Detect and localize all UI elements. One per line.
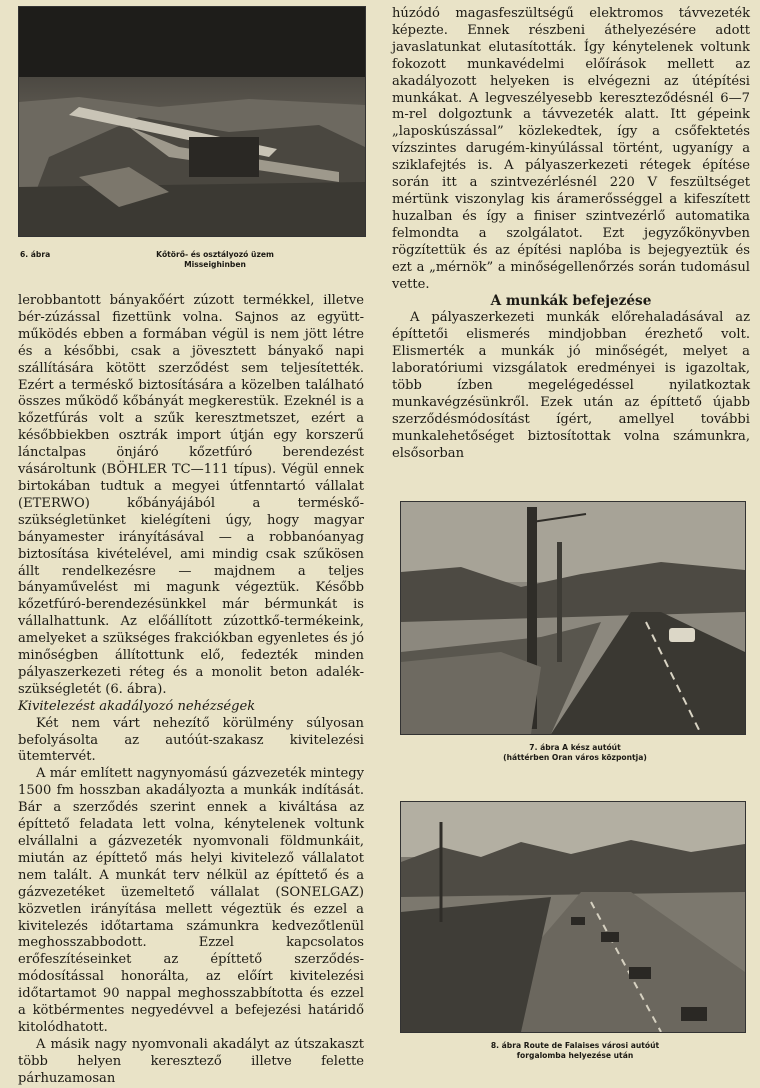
left-paragraph-3: A már említett nagynyomású gázvezeték mintegy 1500 fm hosszban akadályozta a munkák indítását. Bár a szerződés szerint ennek a kiváltása az építtető feladata lett volna, kénytelenek voltunk elvállalni a gázvezeték nyomvonali földmunkáit, miután az építtető más helyi kivitelező vállalatot nem talált. A munkát terv nélkül az építtető és a gázvezetéket üzemeltető vállalat (SONELGAZ) közvetlen irányítása mellett végeztük és ezzel a kivitelezés időtartama számunkra kedvezőtlenül meghosszabbodott. Ezzel kapcsolatos erőfeszítéseinket az építtető szerződés-módosítással honorálta, az előírt kivitelezési időtartamot 90 nappal meghosszabbította és ezzel a kötbérmentes negyedévvel a befejezési határidő kitolódhatott.: [18, 766, 364, 1035]
right-paragraph-2: A pályaszerkezeti munkák előrehaladásával az építtetői elismerés mindjobban érezhető volt. Elismerték a munkák jó minőségét, melyet a laboratóriumi vizsgálatok eredményei is igazoltak, több ízben megelégedéssel nyilatkoztak munkavégzésünkről. Ezek után az építtető újabb szerződésmódosítást ígért, amellyel további munkalehetőséget biztosítottak volna számunkra, elsősorban: [392, 310, 750, 461]
figure-7-photo: [400, 501, 746, 735]
figure-6-caption-line1: Kőtörő- és osztályozó üzem: [156, 250, 274, 259]
figure-7-caption-line2: (háttérben Oran város központja): [503, 753, 647, 762]
left-paragraph-4: A másik nagy nyomvonali akadályt az útszakaszt több helyen keresztező illetve felette párhuzamosan: [18, 1036, 364, 1086]
figure-7-caption-line1: 7. ábra A kész autóút: [529, 743, 621, 752]
figure-6-caption: [120, 250, 310, 270]
right-column: [392, 6, 750, 462]
figure-8-caption-line2: forgalomba helyezése után: [516, 1051, 634, 1060]
figure-6-caption-line2: Misseighinben: [184, 260, 246, 269]
section-heading: A munkák befejezése: [490, 293, 652, 310]
right-paragraph-1: húzódó magasfeszültségű elektromos távvezeték képezte. Ennek részbeni áthelyezésére adott javaslatunkat elutasították. Így kénytelenek voltunk fokozott munkavédelmi előírások mellett az akadályozott helyeken is elvégezni az útépítési munkákat. A legveszélyesebb kereszteződésnél 6—7 m-rel dolgoztunk a távvezeték alatt. Itt gépeink „laposkúszással” közlekedtek, így a csőfektetés vízszintes darugém-kinyúlással történt, ugyanígy a sziklafejtés is. A pályaszerkezeti rétegek építése során itt a szintvezérlésnél 220 V feszültséget mértünk viszonylag kis áramerősséggel a kifeszített huzalban és így a finiser szintvezérlő automatika felmondta a szolgálatot. Ezt jegyzőkönyvben rögzítettük és az építési naplóba is bejegyeztük és ezt a „mérnök” a minőségellenőrzés során tudomásul vette.: [392, 6, 750, 292]
figure-8-photo: [400, 801, 746, 1033]
figure-6-photo: [18, 6, 366, 237]
figure-8-caption: [430, 1041, 720, 1061]
left-column: [18, 293, 364, 1088]
left-paragraph-1: lerobbantott bányakőért zúzott termékkel, illetve bér-zúzással fizettünk volna. Sajnos az együtt-működés ebben a formában végül is nem jött létre és a későbbi, csak a jövesztett bányakő napi szállítására kötött szerződést sem teljesítették. Ezért a terméskő biztosítására a közelben található összes működő kőbányát megkerestük. Ezeknél is a kőzetfúrás volt a szűk keresztmetszet, ezért a későbbiekben osztrák import útján egy korszerű lánctalpas önjáró kőzetfúró berendezést vásároltunk (BÖHLER TC—111 típus). Végül ennek birtokában tudtuk a megyei útfenntartó vállalat (ETERWO) kőbányájából a terméskő-szükségletünket kielégíteni úgy, hogy magyar bányamester irányításával — a robbanóanyag biztosítása kivételével, ami mindig csak szűkösen állt rendelkezésre — majdnem a teljes bányaművelést mi magunk végeztük. Később kőzetfúró-berendezésünkkel már bérmunkát is vállalhattunk. Az előállított zúzottkő-termékeink, amelyeket a szükséges frakciókban egyenletes és jó minőségben állítottunk elő, fedezték minden pályaszerkezeti réteg és a monolit beton adalék-szükségletét (6. ábra).: [18, 293, 364, 697]
section-subheading: Kivitelezést akadályozó nehézségek: [18, 698, 256, 714]
left-paragraph-2: Két nem várt nehezítő körülmény súlyosan befolyásolta az autóút-szakasz kivitelezési ütemtervét.: [18, 715, 364, 765]
figure-6-number: 6. ábra: [20, 250, 51, 259]
figure-8-caption-line1: 8. ábra Route de Falaises városi autóút: [490, 1041, 660, 1050]
figure-7-caption: [430, 743, 720, 763]
